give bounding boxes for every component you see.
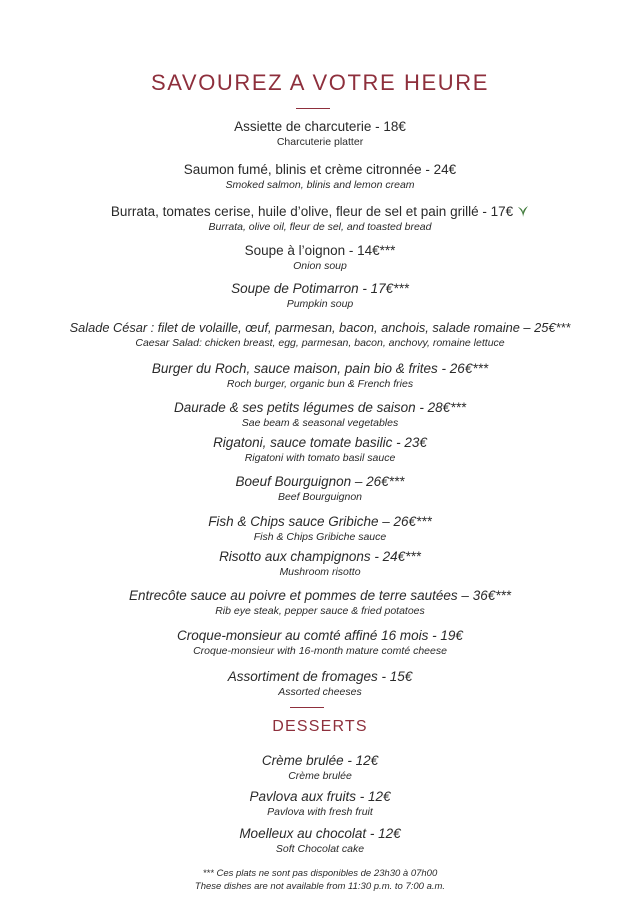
dessert-item: [0, 825, 640, 856]
menu-item-name: Soupe à l’oignon - 14€***: [244, 243, 396, 258]
menu-item-translation: Sae beam & seasonal vegetables: [241, 417, 399, 429]
menu-item-name: Rigatoni, sauce tomate basilic - 23€: [213, 435, 427, 450]
dessert-item: [0, 788, 640, 819]
menu-item: [0, 399, 640, 430]
footnote-en: These dishes are not available from 11:30 p.m. to 7:00 a.m.: [194, 881, 446, 892]
menu-item-name: Soupe de Potimarron - 17€***: [231, 281, 409, 296]
menu-item: [0, 434, 640, 465]
dessert-item-name: Pavlova aux fruits - 12€: [249, 789, 391, 804]
menu-item-translation: Croque-monsieur with 16-month mature comté cheese: [193, 645, 447, 657]
section-divider: [290, 707, 324, 708]
menu-item-name: Risotto aux champignons - 24€***: [219, 549, 421, 564]
menu-item-name: Croque-monsieur au comté affiné 16 mois - 19€: [177, 628, 463, 643]
menu-item: [0, 360, 640, 391]
menu-item: [0, 668, 640, 699]
menu-item-name: Assortiment de fromages - 15€: [227, 669, 413, 684]
menu-item-translation: Rib eye steak, pepper sauce & fried potatoes: [215, 605, 425, 617]
menu-item: [0, 473, 640, 504]
menu-item: [0, 161, 640, 192]
menu-item-translation: Smoked salmon, blinis and lemon cream: [225, 179, 415, 191]
menu-item-translation: Beef Bourguignon: [277, 491, 363, 503]
menu-item-name: Assiette de charcuterie - 18€: [234, 119, 406, 134]
menu-item-name: Salade César : filet de volaille, œuf, parmesan, bacon, anchois, salade romaine – 25€***: [69, 320, 571, 335]
dessert-item-translation: Soft Chocolat cake: [275, 843, 365, 855]
menu-item-name: Entrecôte sauce au poivre et pommes de terre sautées – 36€***: [129, 588, 511, 603]
menu-item-name: Saumon fumé, blinis et crème citronnée - 24€: [183, 162, 457, 177]
title-divider: [296, 108, 330, 109]
menu-item-translation: Roch burger, organic bun & French fries: [226, 378, 414, 390]
menu-item-translation: Assorted cheeses: [278, 686, 362, 698]
menu-item-translation: Pumpkin soup: [286, 298, 354, 310]
menu-item-name: Burrata, tomates cerise, huile d’olive, fleur de sel et pain grillé - 17€: [110, 204, 514, 219]
dessert-item-translation: Crème brulée: [288, 770, 352, 782]
menu-item-translation: Caesar Salad: chicken breast, egg, parmesan, bacon, anchovy, romaine lettuce: [135, 337, 505, 349]
desserts-title: DESSERTS: [272, 718, 368, 735]
menu-item: [0, 627, 640, 658]
menu-item: [0, 548, 640, 579]
menu-item-translation: Onion soup: [293, 260, 347, 272]
menu-item-line: [0, 203, 640, 220]
menu-item-name: Boeuf Bourguignon – 26€***: [235, 474, 405, 489]
dessert-item-name: Crème brulée - 12€: [261, 753, 379, 768]
menu-item: [0, 280, 640, 311]
menu-item-translation: Fish & Chips Gribiche sauce: [253, 531, 387, 543]
vegetarian-leaf-icon: [517, 205, 529, 218]
menu-item: [0, 242, 640, 273]
footnote-fr: *** Ces plats ne sont pas disponibles de 23h30 à 07h00: [202, 868, 438, 879]
availability-footnote: [0, 867, 640, 893]
menu-item: [0, 118, 640, 149]
menu-title: SAVOUREZ A VOTRE HEURE: [151, 70, 489, 95]
menu-item-translation: Mushroom risotto: [279, 566, 361, 578]
menu-item-name: Daurade & ses petits légumes de saison - 28€***: [174, 400, 466, 415]
menu-item-translation: Rigatoni with tomato basil sauce: [244, 452, 396, 464]
menu-item-translation: Burrata, olive oil, fleur de sel, and toasted bread: [208, 221, 432, 233]
menu-item-translation: Charcuterie platter: [276, 136, 364, 148]
dessert-item: [0, 752, 640, 783]
dessert-item-name: Moelleux au chocolat - 12€: [239, 826, 401, 841]
menu-item: [0, 513, 640, 544]
menu-item-name: Burger du Roch, sauce maison, pain bio & frites - 26€***: [151, 361, 489, 376]
dessert-item-translation: Pavlova with fresh fruit: [267, 806, 373, 818]
menu-item: [0, 203, 640, 234]
menu-item-name: Fish & Chips sauce Gribiche – 26€***: [208, 514, 432, 529]
menu-item: [0, 587, 640, 618]
menu-item: [0, 319, 640, 350]
